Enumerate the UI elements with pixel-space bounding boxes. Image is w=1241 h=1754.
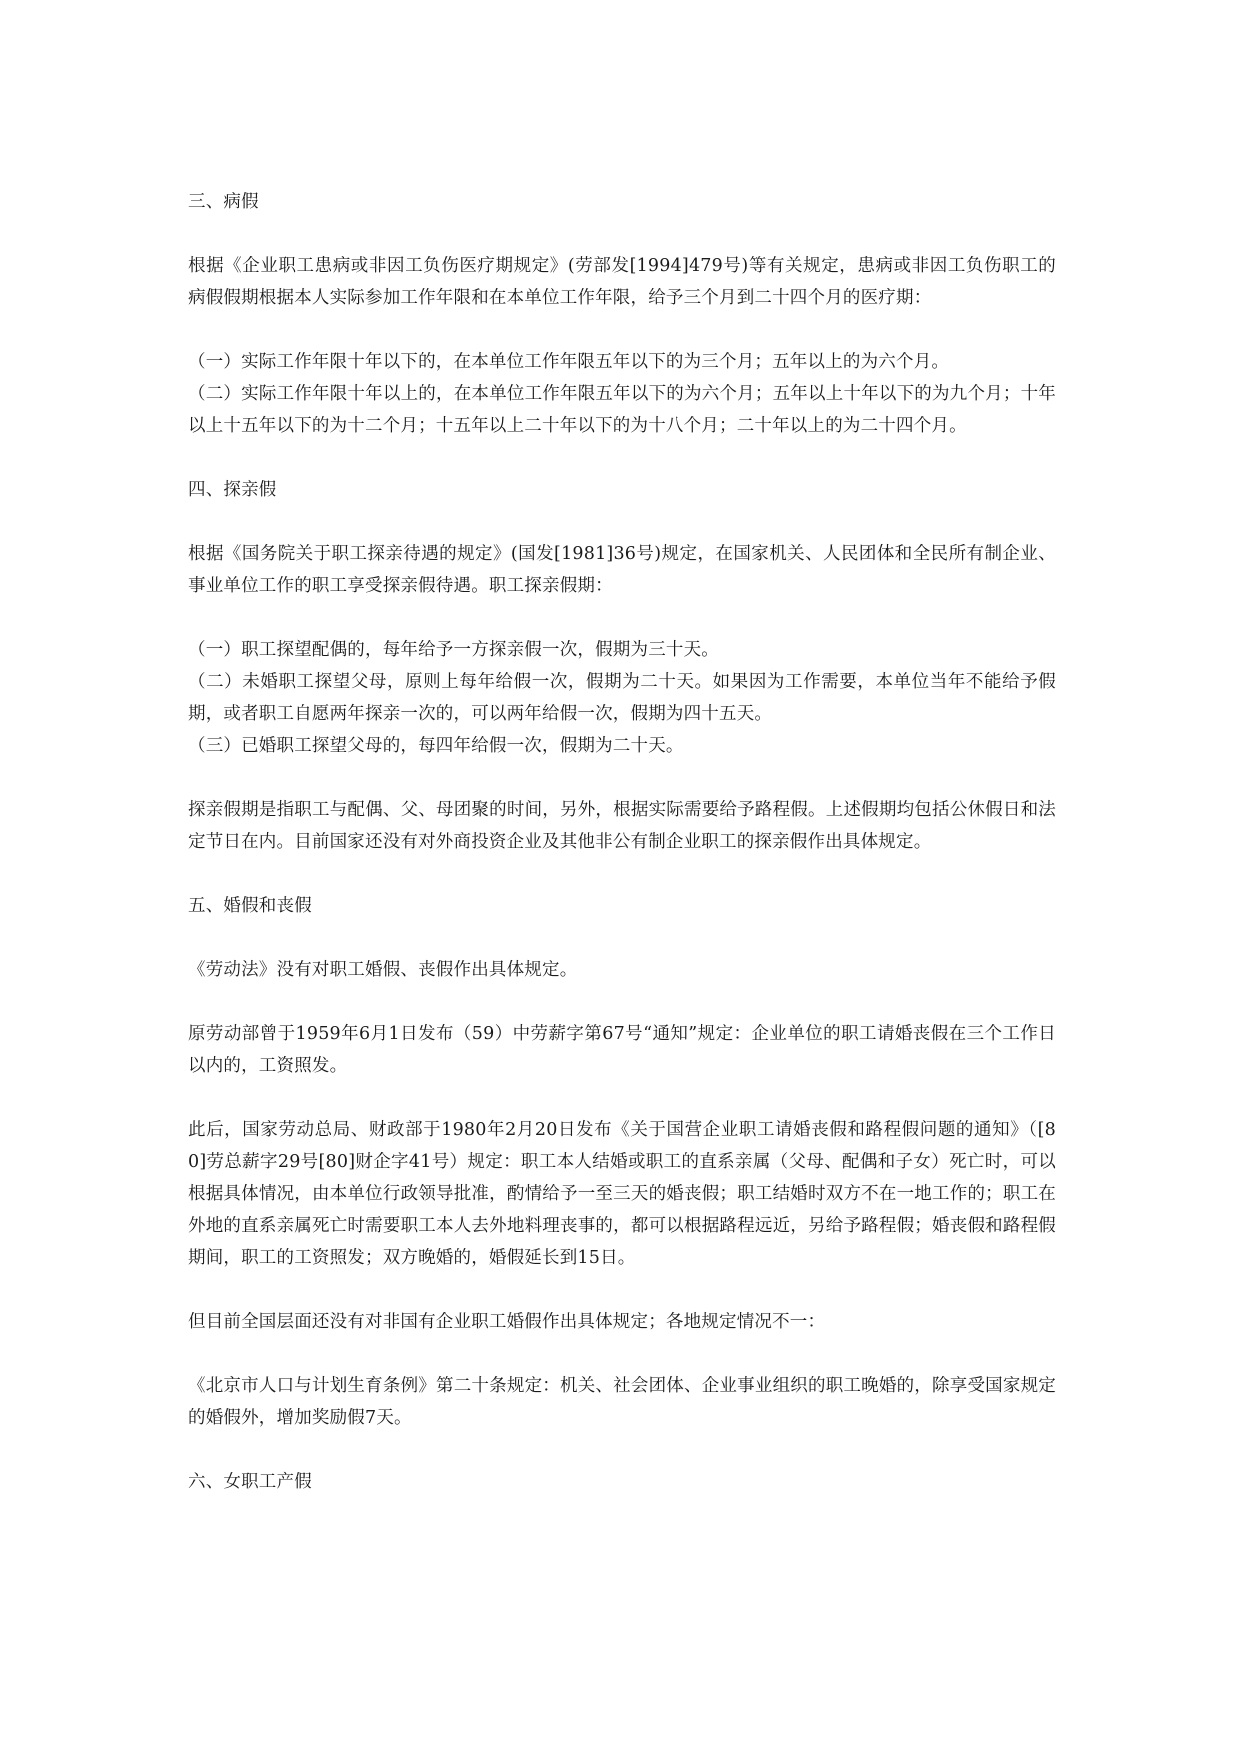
list-item-family-visit-1: （一）职工探望配偶的，每年给予一方探亲假一次，假期为三十天。 xyxy=(188,640,719,660)
paragraph-family-visit-intro: 根据《国务院关于职工探亲待遇的规定》(国发[1981]36号)规定，在国家机关、人民团体和全民所有制企业、事业单位工作的职工享受探亲假待遇。职工探亲假期： xyxy=(188,544,1056,596)
section-heading-marriage-funeral-leave: 五、婚假和丧假 xyxy=(188,896,312,916)
section-heading-family-visit-leave: 四、探亲假 xyxy=(188,480,277,500)
paragraph-national-status: 但目前全国层面还没有对非国有企业职工婚假作出具体规定；各地规定情况不一： xyxy=(188,1312,826,1332)
list-item-sick-leave-1: （一）实际工作年限十年以下的，在本单位工作年限五年以下的为三个月；五年以上的为六个月。 xyxy=(188,352,950,372)
paragraph-beijing-regulation: 《北京市人口与计划生育条例》第二十条规定：机关、社会团体、企业事业组织的职工晚婚的，除享受国家规定的婚假外，增加奖励假7天。 xyxy=(188,1376,1056,1428)
list-item-sick-leave-2: （二）实际工作年限十年以上的，在本单位工作年限五年以下的为六个月；五年以上十年以下的为九个月；十年以上十五年以下的为十二个月；十五年以上二十年以下的为十八个月；二十年以上的为二十四个月。 xyxy=(188,384,1056,436)
paragraph-family-visit-note: 探亲假期是指职工与配偶、父、母团聚的时间，另外，根据实际需要给予路程假。上述假期均包括公休假日和法定节日在内。目前国家还没有对外商投资企业及其他非公有制企业职工的探亲假作出具体规定。 xyxy=(188,800,1056,852)
paragraph-labor-law: 《劳动法》没有对职工婚假、丧假作出具体规定。 xyxy=(188,960,578,980)
list-item-family-visit-3: （三）已婚职工探望父母的，每四年给假一次，假期为二十天。 xyxy=(188,736,684,756)
document-body xyxy=(188,186,1056,1498)
section-heading-maternity-leave: 六、女职工产假 xyxy=(188,1472,312,1492)
paragraph-1980-notice: 此后，国家劳动总局、财政部于1980年2月20日发布《关于国营企业职工请婚丧假和路程假问题的通知》（[80]劳总薪字29号[80]财企字41号）规定：职工本人结婚或职工的直系亲属（父母、配偶和子女）死亡时，可以根据具体情况，由本单位行政领导批准，酌情给予一至三天的婚丧假；职工结婚时双方不在一地工作的；职工在外地的直系亲属死亡时需要职工本人去外地料理丧事的，都可以根据路程远近，另给予路程假；婚丧假和路程假期间，职工的工资照发；双方晚婚的，婚假延长到15日。 xyxy=(188,1120,1056,1268)
paragraph-sick-leave-intro: 根据《企业职工患病或非因工负伤医疗期规定》(劳部发[1994]479号)等有关规定，患病或非因工负伤职工的病假假期根据本人实际参加工作年限和在本单位工作年限，给予三个月到二十四个月的医疗期： xyxy=(188,256,1056,308)
paragraph-1959-notice: 原劳动部曾于1959年6月1日发布（59）中劳薪字第67号“通知”规定：企业单位的职工请婚丧假在三个工作日以内的，工资照发。 xyxy=(188,1024,1056,1076)
section-heading-sick-leave: 三、病假 xyxy=(188,192,259,212)
list-item-family-visit-2: （二）未婚职工探望父母，原则上每年给假一次，假期为二十天。如果因为工作需要，本单位当年不能给予假期，或者职工自愿两年探亲一次的，可以两年给假一次，假期为四十五天。 xyxy=(188,672,1056,724)
